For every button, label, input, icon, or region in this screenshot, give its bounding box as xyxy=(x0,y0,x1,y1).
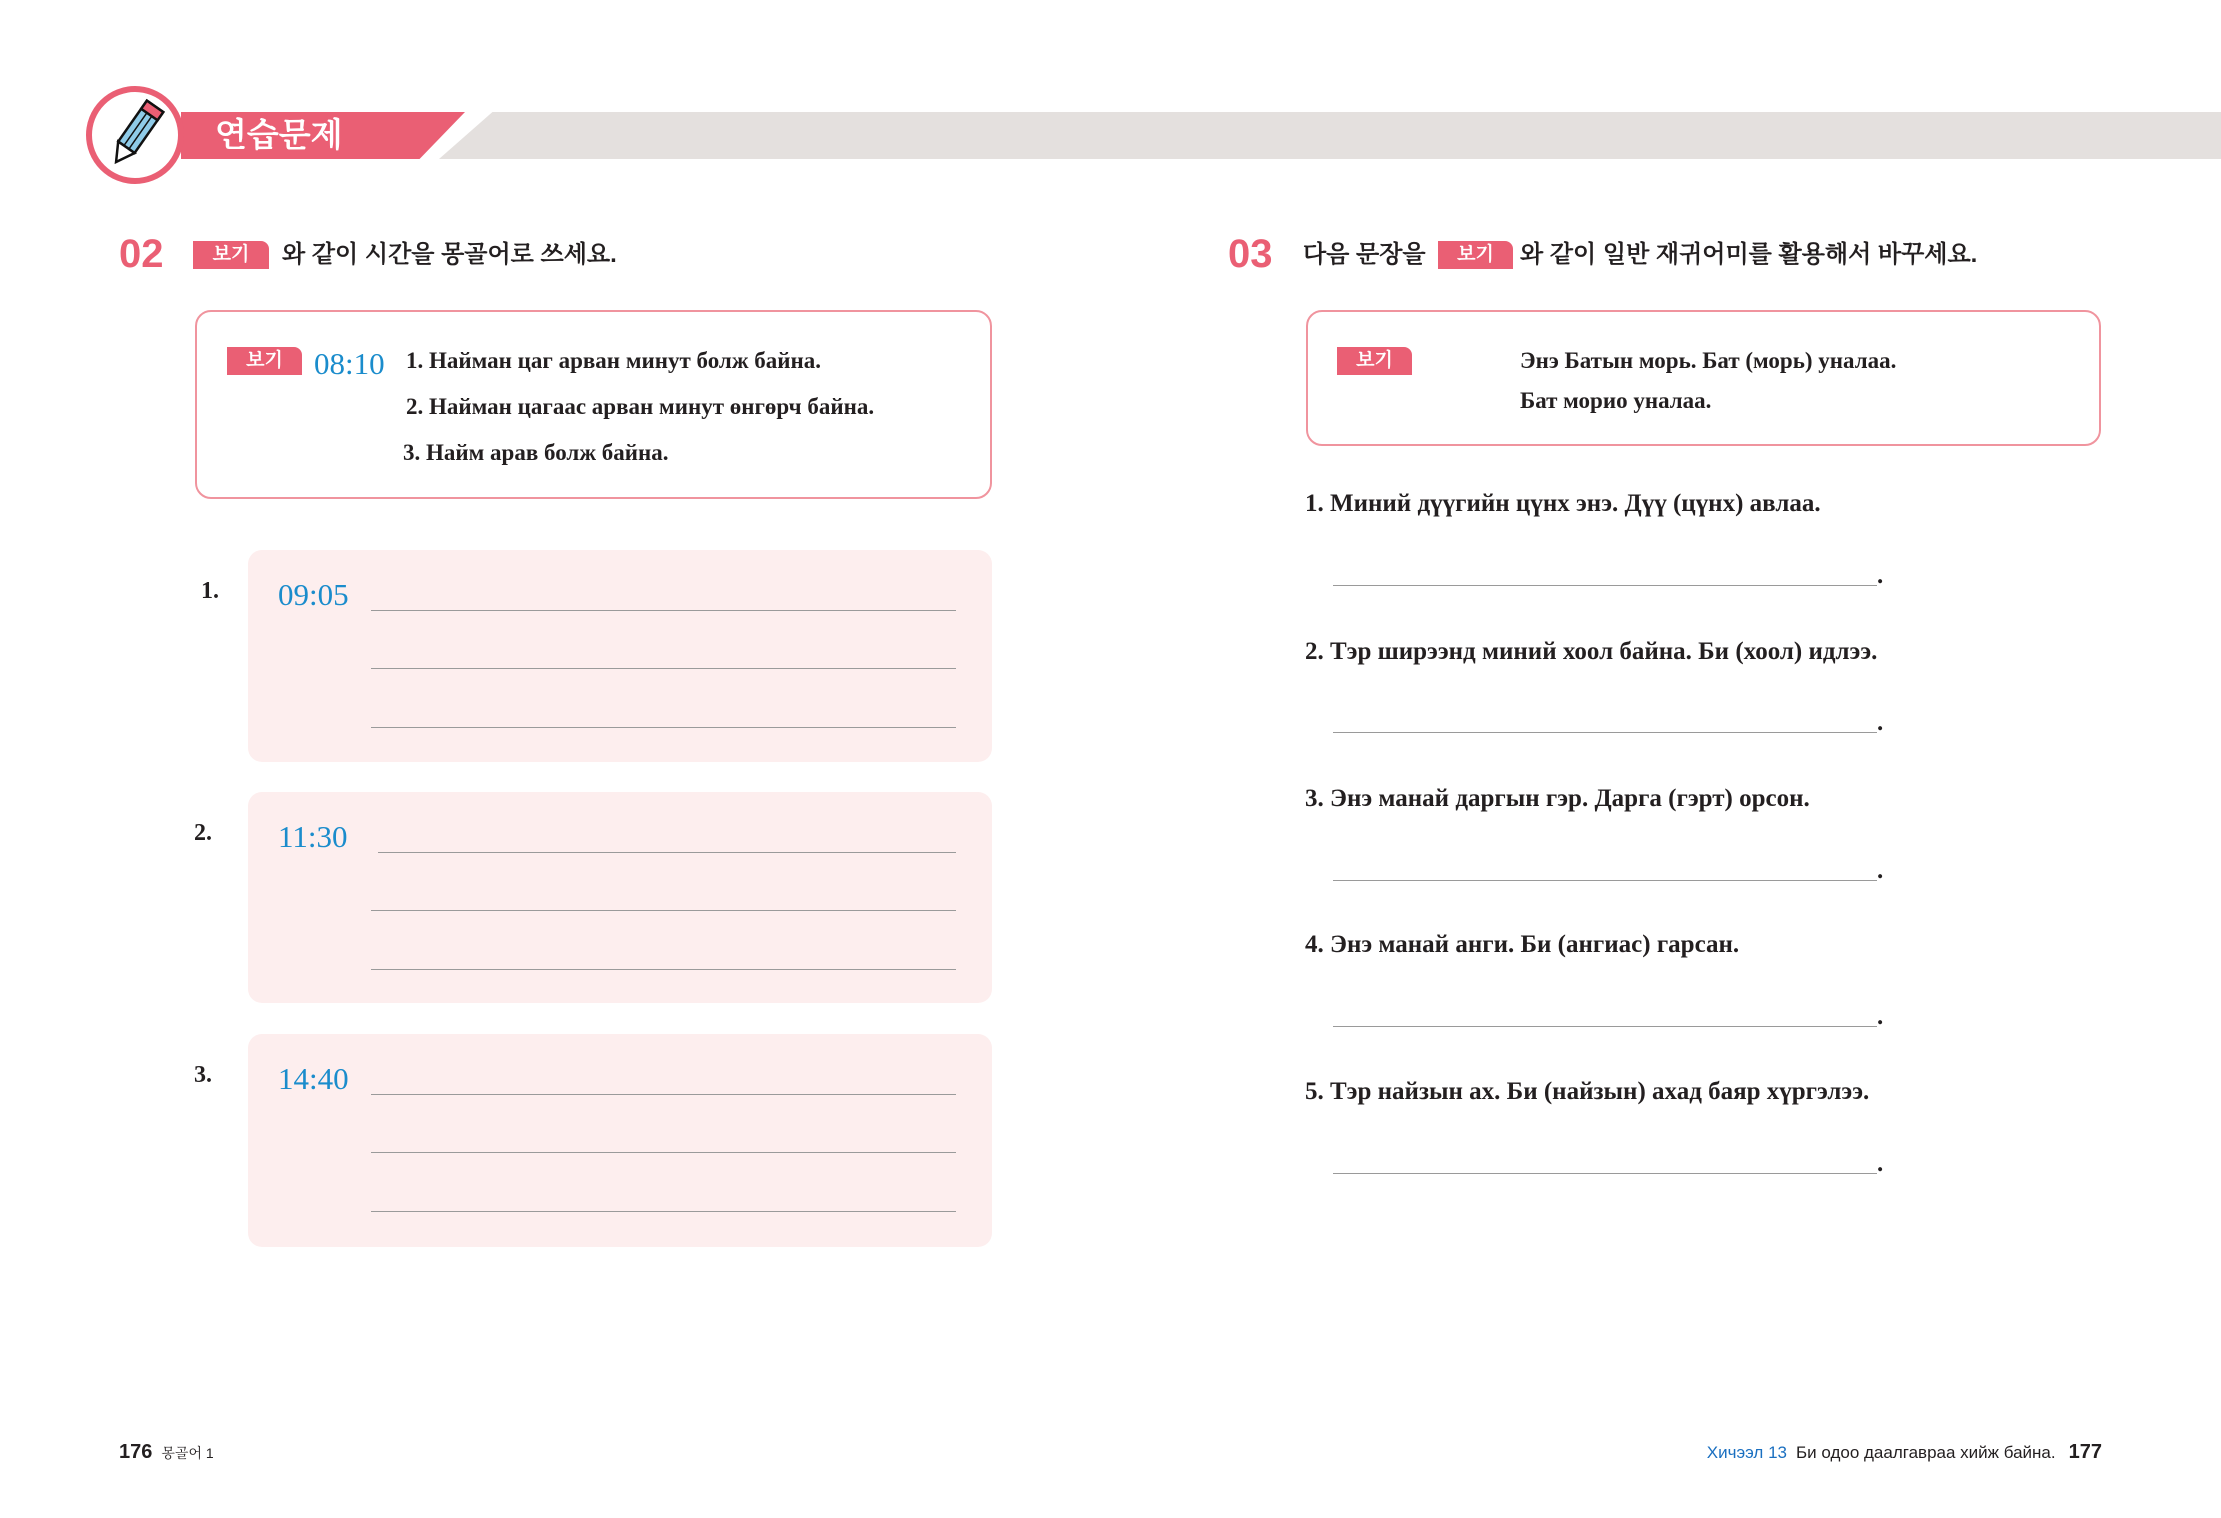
item-time: 14:40 xyxy=(278,1061,349,1096)
answer-line[interactable] xyxy=(371,610,956,611)
footer-left xyxy=(119,1440,214,1465)
exercise-number: 03 xyxy=(1228,232,1273,276)
exercise-instruction: 와 같이 일반 재귀어미를 활용해서 바꾸세요. xyxy=(1520,241,1978,268)
page-number: 176 xyxy=(119,1441,153,1463)
answer-line[interactable] xyxy=(378,852,956,853)
answer-line[interactable] xyxy=(371,969,956,970)
answer-line[interactable] xyxy=(1333,880,1877,881)
example-answer: 1. Найман цаг арван минут болж байна. xyxy=(406,348,822,373)
exercise-instruction: 와 같이 시간을 몽골어로 쓰세요. xyxy=(282,241,617,268)
page-number: 177 xyxy=(2068,1441,2102,1463)
example-time: 08:10 xyxy=(314,346,385,381)
item-number: 2. xyxy=(194,820,212,846)
answer-box[interactable] xyxy=(248,792,992,1003)
footer-right xyxy=(1707,1440,2102,1465)
period: . xyxy=(1877,1150,1884,1177)
item-number: 1. xyxy=(201,578,219,604)
exercise-instruction: 다음 문장을 xyxy=(1303,241,1426,268)
answer-box[interactable] xyxy=(248,550,992,762)
lesson-number: Хичээл 13 xyxy=(1706,1443,1787,1462)
answer-line[interactable] xyxy=(371,1094,956,1095)
example-line: Бат морио уналаа. xyxy=(1520,388,1712,413)
lesson-title: Би одоо даалгавраа хийж байна. xyxy=(1796,1443,2056,1462)
example-answer: 3. Найм арав болж байна. xyxy=(403,440,669,465)
example-answer: 2. Найман цагаас арван минут өнгөрч байна. xyxy=(406,394,875,419)
section-title: 연습문제 xyxy=(215,116,343,153)
question: 2. Тэр ширээнд миний хоол байна. Би (хоол) идлээ. xyxy=(1305,638,1878,665)
answer-line[interactable] xyxy=(371,668,956,669)
item-number: 3. xyxy=(194,1062,212,1088)
answer-line[interactable] xyxy=(371,1211,956,1212)
answer-line[interactable] xyxy=(371,1152,956,1153)
example-badge: 보기 xyxy=(227,347,302,375)
answer-line[interactable] xyxy=(1333,585,1877,586)
example-badge: 보기 xyxy=(193,241,269,269)
period: . xyxy=(1877,562,1884,589)
question: 5. Тэр найзын ах. Би (найзын) ахад баяр хүргэлээ. xyxy=(1305,1078,1870,1105)
answer-line[interactable] xyxy=(1333,1026,1877,1027)
question: 4. Энэ манай анги. Би (ангиас) гарсан. xyxy=(1305,931,1740,958)
answer-line[interactable] xyxy=(1333,732,1877,733)
period: . xyxy=(1877,709,1884,736)
header-band-grey xyxy=(439,112,2221,159)
pencil-icon xyxy=(86,86,184,184)
example-line: Энэ Батын морь. Бат (морь) уналаа. xyxy=(1520,348,1897,373)
item-time: 11:30 xyxy=(278,819,348,854)
exercise-number: 02 xyxy=(119,232,164,276)
example-badge: 보기 xyxy=(1438,241,1513,269)
item-time: 09:05 xyxy=(278,577,349,612)
period: . xyxy=(1877,857,1884,884)
example-badge: 보기 xyxy=(1337,347,1412,375)
answer-line[interactable] xyxy=(371,910,956,911)
book-title: 몽골어 1 xyxy=(161,1445,214,1461)
period: . xyxy=(1877,1003,1884,1030)
example-box xyxy=(1306,310,2101,446)
answer-box[interactable] xyxy=(248,1034,992,1247)
question: 3. Энэ манай даргын гэр. Дарга (гэрт) орсон. xyxy=(1305,785,1810,812)
answer-line[interactable] xyxy=(371,727,956,728)
answer-line[interactable] xyxy=(1333,1173,1877,1174)
question: 1. Миний дүүгийн цүнх энэ. Дүү (цүнх) авлаа. xyxy=(1305,490,1821,517)
